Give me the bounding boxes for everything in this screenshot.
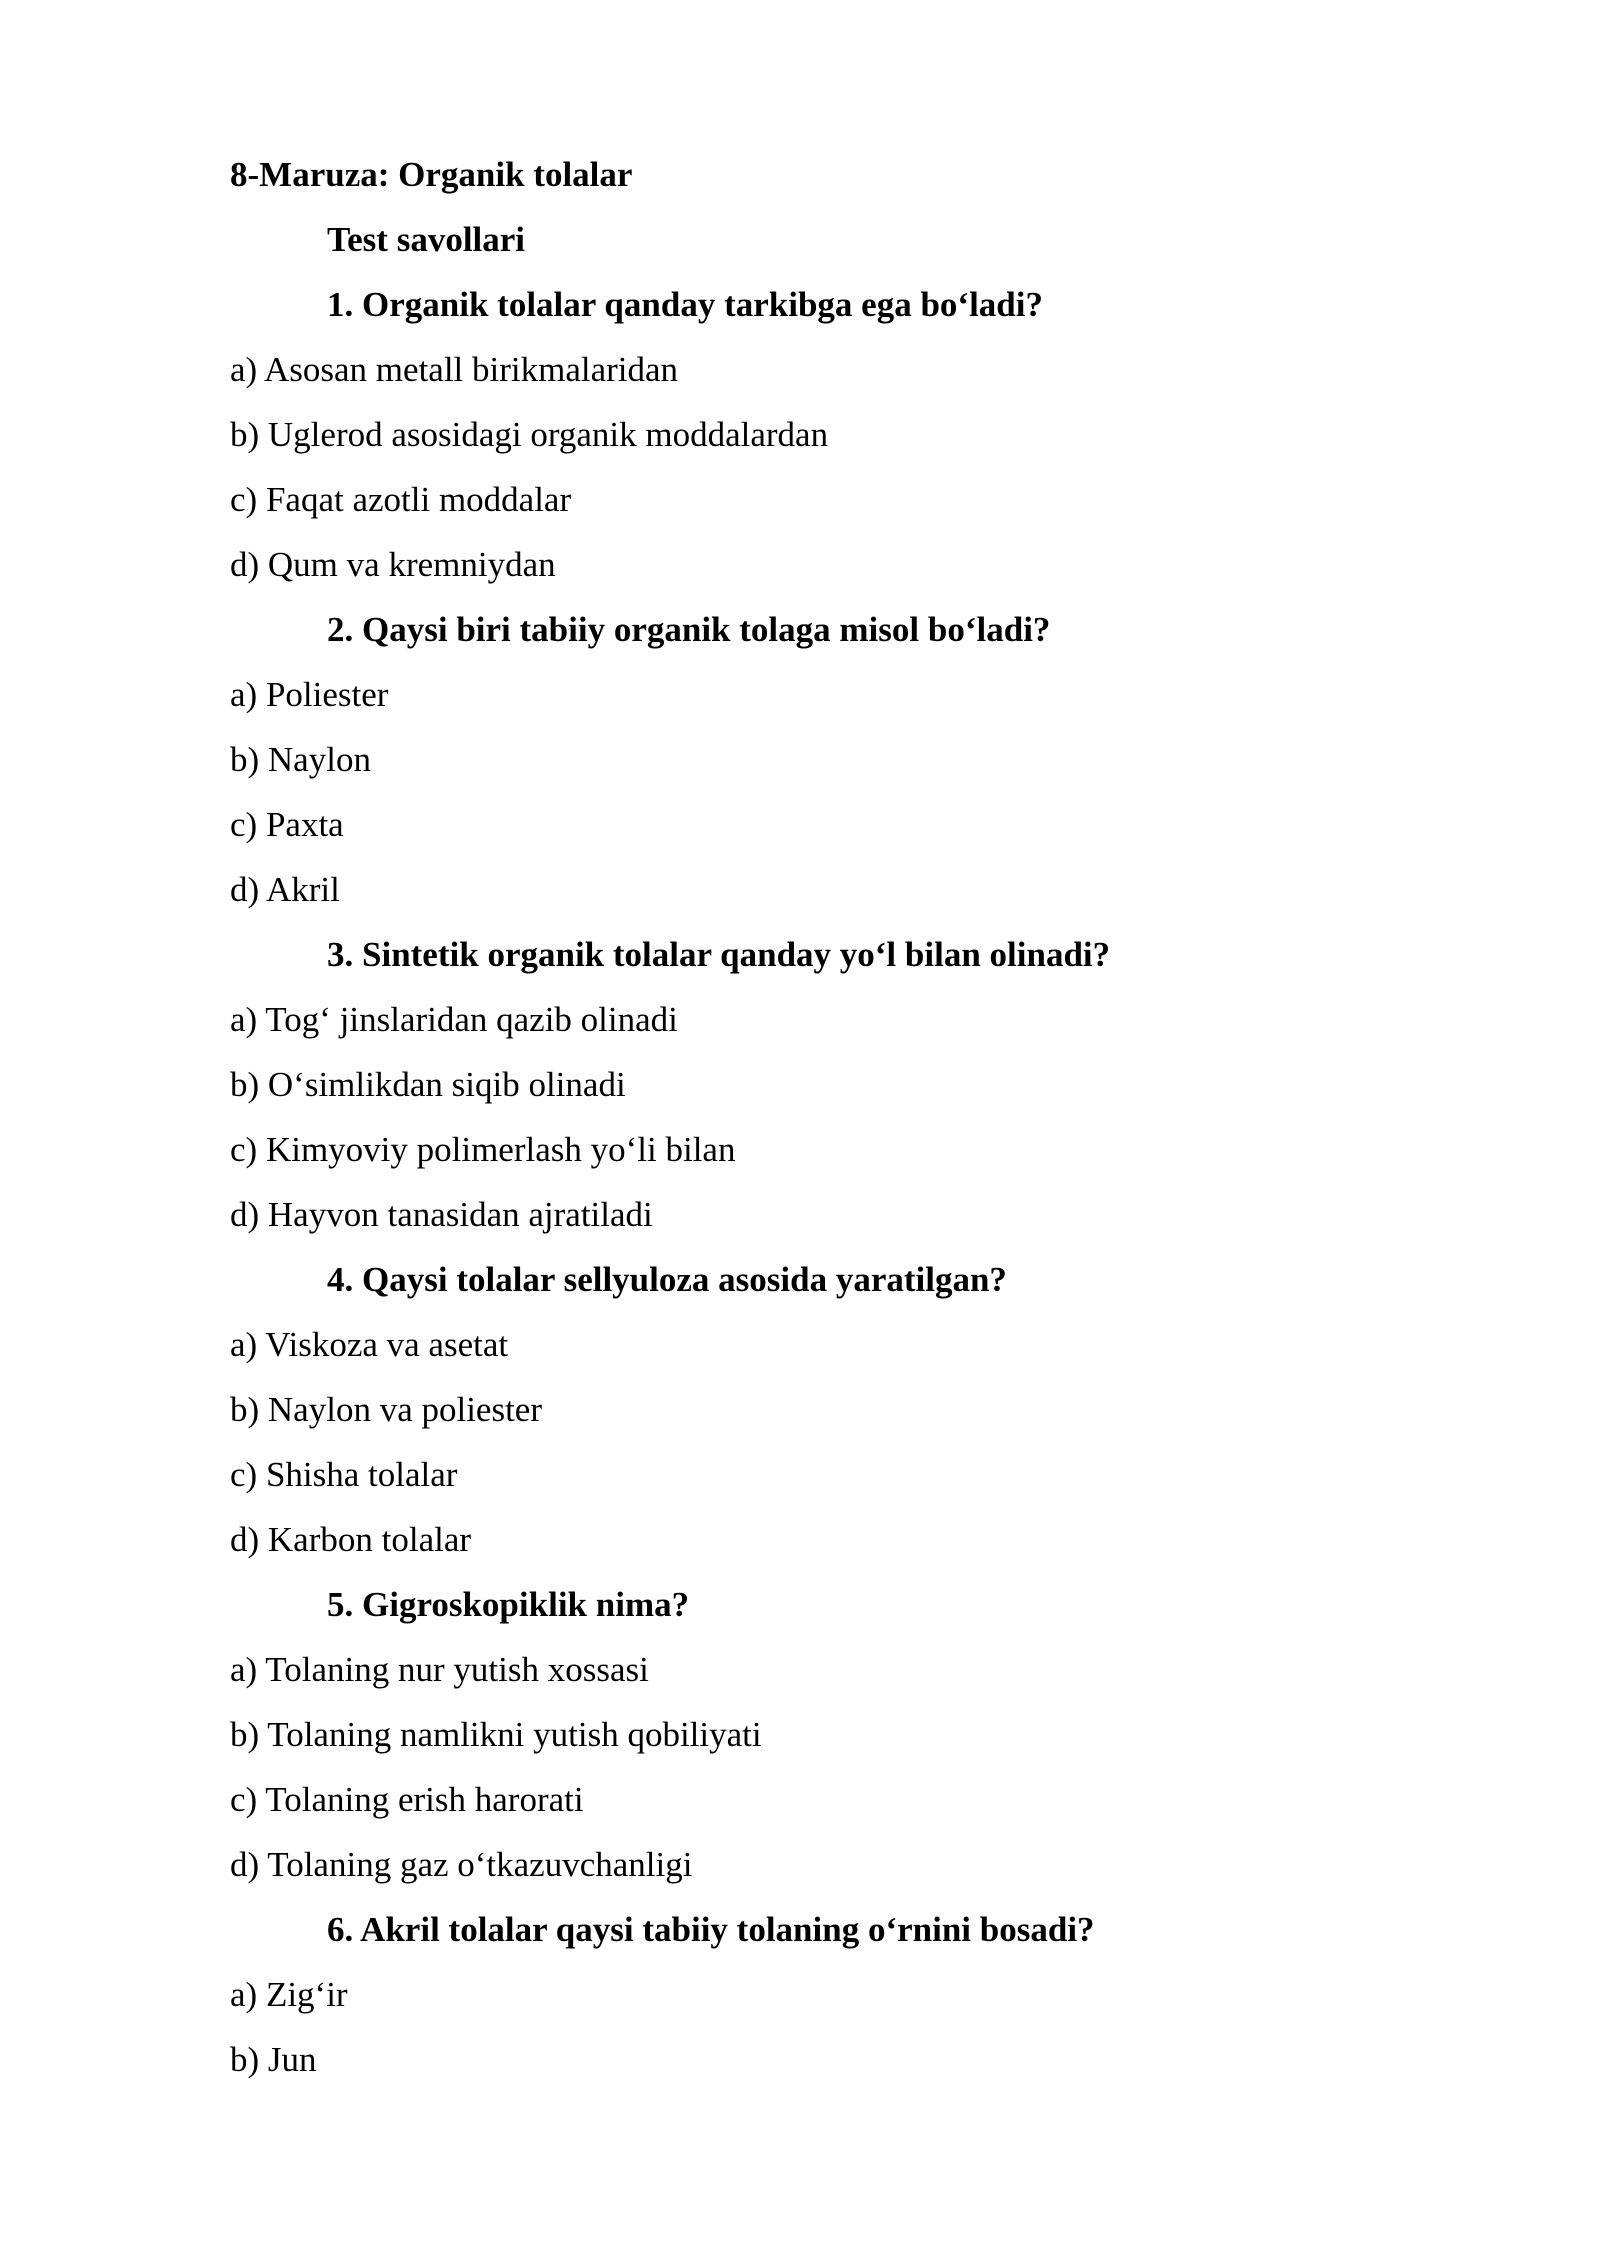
question-5-option-b: b) Tolaning namlikni yutish qobiliyati xyxy=(230,1715,762,1754)
question-4-option-c: c) Shisha tolalar xyxy=(230,1455,458,1494)
question-1-option-b: b) Uglerod asosidagi organik moddalardan xyxy=(230,415,829,454)
question-5-option-d: d) Tolaning gaz o‘tkazuvchanligi xyxy=(230,1845,693,1884)
question-6: 6. Akril tolalar qaysi tabiiy tolaning o‘rnini bosadi? xyxy=(327,1910,1095,1949)
question-4: 4. Qaysi tolalar sellyuloza asosida yaratilgan? xyxy=(327,1260,1007,1299)
question-3-option-b: b) O‘simlikdan siqib olinadi xyxy=(230,1065,626,1104)
question-5: 5. Gigroskopiklik nima? xyxy=(327,1585,690,1624)
question-3-option-c: c) Kimyoviy polimerlash yo‘li bilan xyxy=(230,1130,736,1169)
question-1-option-c: c) Faqat azotli moddalar xyxy=(230,480,572,519)
question-2-option-a: a) Poliester xyxy=(230,675,389,714)
question-1: 1. Organik tolalar qanday tarkibga ega bo‘ladi? xyxy=(327,285,1043,324)
section-subtitle: Test savollari xyxy=(327,220,526,259)
question-2-option-b: b) Naylon xyxy=(230,740,371,779)
question-3-option-a: a) Tog‘ jinslaridan qazib olinadi xyxy=(230,1000,678,1039)
question-1-option-a: a) Asosan metall birikmalaridan xyxy=(230,350,679,389)
question-4-option-a: a) Viskoza va asetat xyxy=(230,1325,509,1364)
question-2-option-d: d) Akril xyxy=(230,870,340,909)
question-5-option-a: a) Tolaning nur yutish xossasi xyxy=(230,1650,649,1689)
document-title: 8-Maruza: Organik tolalar xyxy=(230,155,633,194)
question-2-option-c: c) Paxta xyxy=(230,805,344,844)
question-4-option-b: b) Naylon va poliester xyxy=(230,1390,542,1429)
question-6-option-a: a) Zig‘ir xyxy=(230,1975,348,2014)
question-3-option-d: d) Hayvon tanasidan ajratiladi xyxy=(230,1195,653,1234)
question-2: 2. Qaysi biri tabiiy organik tolaga misol bo‘ladi? xyxy=(327,610,1051,649)
question-4-option-d: d) Karbon tolalar xyxy=(230,1520,472,1559)
question-5-option-c: c) Tolaning erish harorati xyxy=(230,1780,584,1819)
question-6-option-b: b) Jun xyxy=(230,2040,317,2079)
question-1-option-d: d) Qum va kremniydan xyxy=(230,545,556,584)
question-3: 3. Sintetik organik tolalar qanday yo‘l bilan olinadi? xyxy=(327,935,1111,974)
